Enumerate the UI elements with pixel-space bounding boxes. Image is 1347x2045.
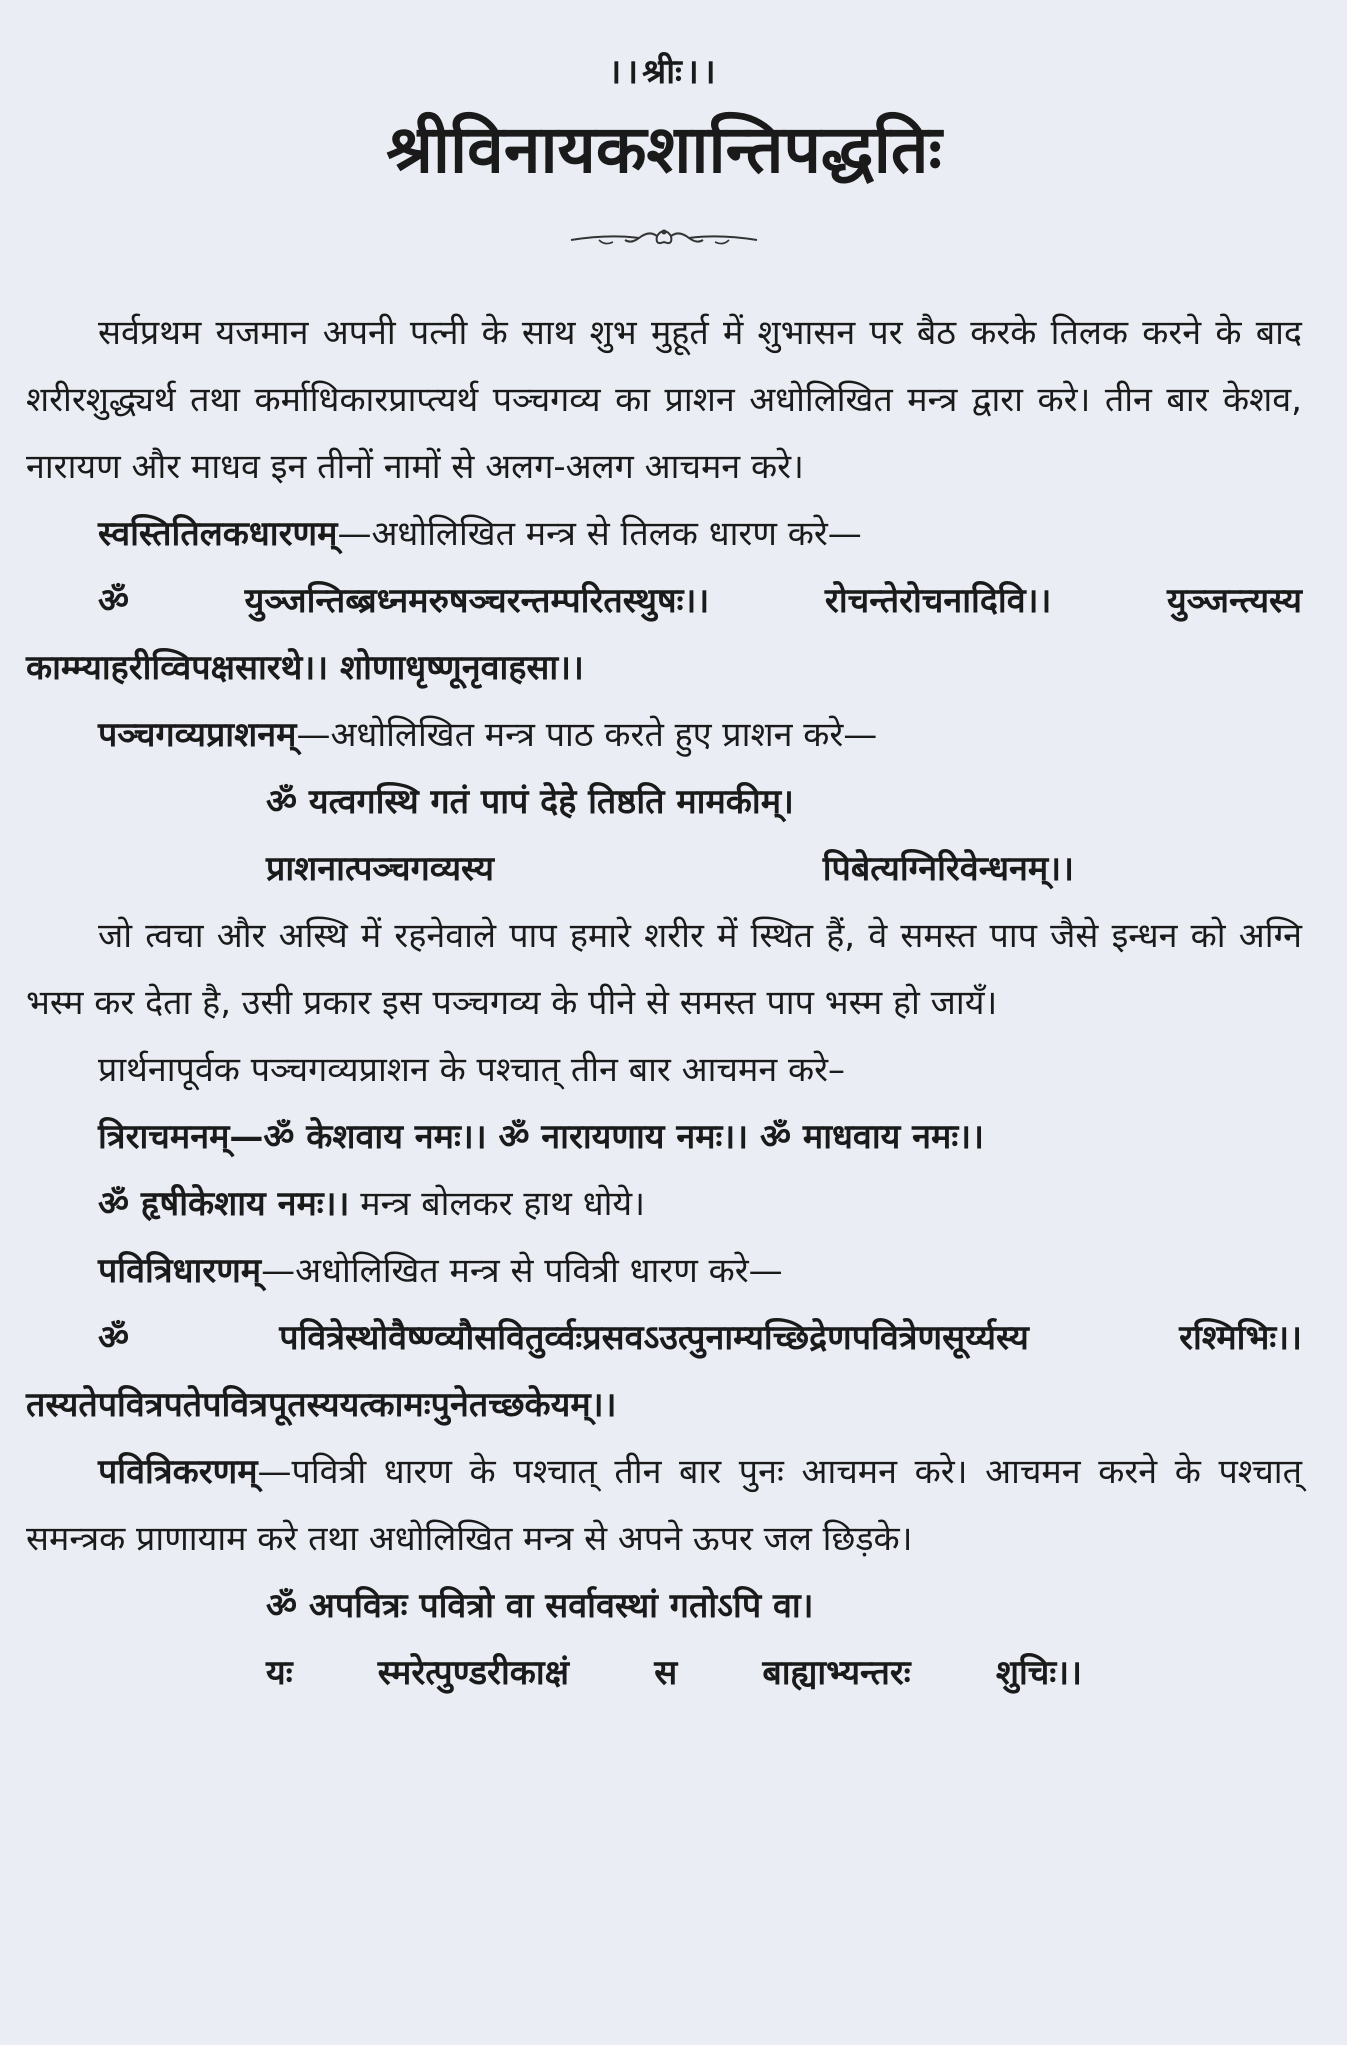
pavitrikarana-section [26, 1439, 1302, 1573]
verse-text: ॐ यत्वगस्थि गतं पापं देहे तिष्ठति मामकीम्। [266, 782, 794, 822]
document-body [26, 300, 1302, 1707]
trirachamana-section [26, 1104, 1302, 1171]
hrishikesha-mantra: ॐ हृषीकेशाय नमः।। [98, 1184, 350, 1224]
verse-text: स्मरेत्पुण्डरीकाक्षं [377, 1653, 570, 1693]
pavitri-dharana-section [26, 1238, 1302, 1305]
trirachamana-label: त्रिराचमनम् [98, 1117, 230, 1157]
verse-text: स [654, 1653, 678, 1693]
prarthana-paragraph: प्रार्थनापूर्वक पञ्चगव्यप्राशन के पश्चात् तीन बार आचमन करे– [98, 1050, 846, 1090]
tilak-mantra: ॐ युञ्जन्तिब्ब्रध्नमरुषञ्चरन्तम्परितस्थुषः।। रोचन्तेरोचनादिवि।। युञ्जन्त्यस्य काम्म्याहरीव्विपक्षसारथे।। शोणाधृष्णूनृवाहसा।। [26, 581, 1302, 688]
intro-paragraph: सर्वप्रथम यजमान अपनी पत्नी के साथ शुभ मुहूर्त में शुभासन पर बैठ करके तिलक करने के बाद शरीरशुद्ध्यर्थ तथा कर्माधिकारप्राप्त्यर्थ पञ्चगव्य का प्राशन अधोलिखित मन्त्र द्वारा करे। तीन बार केशव, नारायण और माधव इन तीनों नामों से अलग-अलग आचमन करे। [26, 313, 1302, 487]
verse-text: यः [266, 1653, 293, 1693]
verse-text: ॐ अपवित्रः पवित्रो वा सर्वावस्थां गतोऽपि वा। [266, 1586, 814, 1626]
panchagavya-meaning: जो त्वचा और अस्थि में रहनेवाले पाप हमारे शरीर में स्थित हैं, वे समस्त पाप जैसे इन्धन को अग्नि भस्म कर देता है, उसी प्रकार इस पञ्चगव्य के पीने से समस्त पाप भस्म हो जायँ। [26, 916, 1302, 1023]
page-title: श्रीविनायकशान्तिपद्धतिः [386, 111, 942, 188]
tilak-instruction: —अधोलिखित मन्त्र से तिलक धारण करे— [337, 514, 862, 554]
pavitri-dharana-mantra: ॐ पवित्रेस्थोवैष्ण्व्यौसवितुर्व्वःप्रसवऽउत्पुनाम्यच्छिद्रेणपवित्रेणसूर्य्यस्य रश्मिभिः।। तस्यतेपवित्रपतेपवित्रपूतस्ययत्कामःपुनेतच्छकेयम्।। [26, 1318, 1302, 1425]
verse-text: शुचिः।। [995, 1653, 1082, 1693]
panchagavya-verse-line1 [26, 769, 1302, 836]
panchagavya-section [26, 702, 1302, 769]
pavitrikarana-verse-line1 [26, 1573, 1302, 1640]
hrishikesha-instruction: मन्त्र बोलकर हाथ धोये। [349, 1184, 646, 1224]
verse-text: पिबेत्यग्निरिवेन्धनम्।। [822, 849, 1074, 889]
panchagavya-label: पञ्चगव्यप्राशनम् [98, 715, 297, 755]
pavitrikarana-instruction: —पवित्री धारण के पश्चात् तीन बार पुनः आचमन करे। आचमन करने के पश्चात् समन्त्रक प्राणायाम करे तथा अधोलिखित मन्त्र से अपने ऊपर जल छिड़के। [26, 1452, 1302, 1559]
pavitrikarana-verse-line2 [26, 1640, 1302, 1707]
document-page [26, 34, 1302, 2024]
verse-text: बाह्याभ्यन्तरः [762, 1653, 911, 1693]
tilak-label: स्वस्तितिलकधारणम् [98, 514, 338, 554]
floral-divider-icon [569, 220, 759, 254]
trirachamana-mantra: —ॐ केशवाय नमः।। ॐ नारायणाय नमः।। ॐ माधवाय नमः।। [229, 1117, 985, 1157]
pavitri-dharana-instruction: —अधोलिखित मन्त्र से पवित्री धारण करे— [261, 1251, 783, 1291]
invocation-heading: ।।श्रीः।। [608, 52, 720, 92]
pavitri-dharana-label: पवित्रिधारणम् [98, 1251, 262, 1291]
panchagavya-verse-line2 [26, 836, 1302, 903]
panchagavya-instruction: —अधोलिखित मन्त्र पाठ करते हुए प्राशन करे— [296, 715, 878, 755]
pavitrikarana-label: पवित्रिकरणम् [98, 1452, 258, 1492]
hrishikesha-section [26, 1171, 1302, 1238]
tilak-section [26, 501, 1302, 568]
verse-text: प्राशनात्पञ्चगव्यस्य [266, 849, 495, 889]
